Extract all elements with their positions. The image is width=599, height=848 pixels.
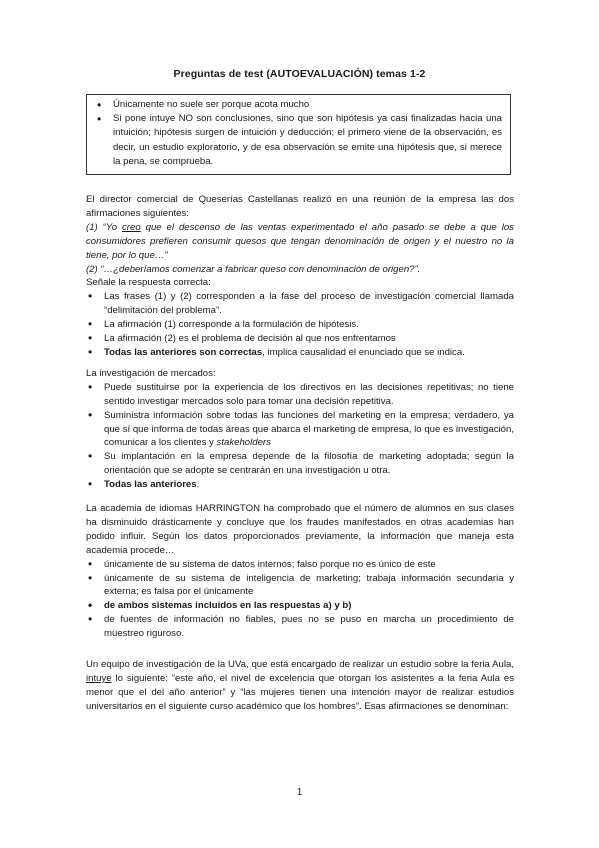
correct-answer-label: Todas las anteriores son correctas (104, 346, 263, 358)
question-1-statement-1 (86, 221, 514, 263)
statement-1-rest: que el descenso de las ventas experimentado el año pasado se debe a que los consumidores prefieren consumir quesos que tengan denominación de origen y el nuestro no la tiene, por lo que…” (86, 221, 514, 261)
answer-text: Suministra información sobre todas las funciones del marketing en la empresa; verdadero, ya que sí que informa de todas áreas que abarca el marketing de empresa, lo que es investigación, comunicar a los clientes y (104, 409, 514, 449)
answer-option-correct (86, 478, 514, 492)
answer-option-correct: • de ambos sistemas incluidos en las respuestas a) y b) (86, 599, 514, 613)
question-1-statement-2: (2) “…¿deberíamos comenzar a fabricar queso con denominación de origen?”. (86, 263, 421, 275)
underlined-creo: creo (122, 221, 141, 233)
answer-option: • únicamente de su sistema de datos internos; falso porque no es único de este (86, 558, 514, 572)
answer-option: • Las frases (1) y (2) corresponden a la fase del proceso de investigación comercial llamada “delimitación del problema”. (86, 290, 514, 318)
answer-option: • Puede sustituirse por la experiencia de los directivos en las decisiones repetitivas; no tiene sentido investigar mercados solo para tomar una decisión repetitiva. (86, 381, 514, 409)
page-title: Preguntas de test (AUTOEVALUACIÓN) temas 1-2 (173, 68, 426, 80)
correct-answer-label: Todas las anteriores (104, 479, 197, 491)
statement-1-start: (1) “Yo (86, 221, 122, 233)
question-4-start: Un equipo de investigación de la UVa, que está encargado de realizar un estudio sobre la feria Aula, (86, 659, 514, 671)
notes-list (95, 98, 502, 169)
answer-option-correct (86, 346, 514, 360)
answer-option: • Su implantación en la empresa depende de la filosofía de marketing adoptada; según la orientación que se adopte se centrarán en una investigación u otra. (86, 450, 514, 478)
underlined-intuye: intuye (86, 673, 112, 684)
note-item: • Si pone intuye NO son conclusiones, sino que son hipótesis ya casi finalizadas hacia una intuición; hipótesis surgen de intuición y deducción; el primero viene de la observación, es decir, un estudio exploratorio, y de esa observación se emite una hipótesis que, si merece la pena, se comprueba. (95, 112, 502, 169)
page-number: 1 (296, 787, 303, 798)
question-3-intro: La academia de idiomas HARRINGTON ha comprobado que el número de alumnos en sus clases ha disminuido drásticamente y concluye que los fraudes manifestados en otras academias han podido influir. Según los datos proporcionados previamente, la información que maneja esta academia procede… (86, 503, 514, 556)
questions-body (86, 193, 514, 714)
answer-option: • de fuentes de información no fiables, pues no se puso en marcha un procedimiento de muestreo riguroso. (86, 613, 514, 641)
note-item: • Únicamente no suele ser porque acota mucho (95, 98, 502, 112)
question-1-intro: El director comercial de Queserías Castellanas realizó en una reunión de la empresa las dos afirmaciones siguientes: (86, 194, 514, 219)
correct-answer-note: , implica causalidad el enunciado que se indica. (262, 346, 465, 358)
correct-answer-note: . (196, 479, 200, 491)
question-3-options (86, 558, 514, 641)
answer-option: • La afirmación (1) corresponde a la formulación de hipótesis. (86, 318, 514, 332)
question-4-rest: lo siguiente: “este año, el nivel de excelencia que otorgan los asistentes a la feria Aula es menor que el del año anterior” y “las mujeres tienen una intención mayor de realizar estudios universitarios en el siguiente curso académico que los hombres”. Esas afirmaciones se denominan: (86, 673, 514, 712)
question-4-intro (86, 658, 514, 714)
question-2-intro: La investigación de mercados: (86, 367, 216, 379)
answer-option (86, 409, 514, 451)
notes-box (86, 94, 511, 175)
question-2-options (86, 381, 514, 492)
answer-italic-text: stakeholders (216, 437, 271, 449)
answer-option: • La afirmación (2) es el problema de decisión al que nos enfrentamos (86, 332, 514, 346)
question-1-prompt: Señale la respuesta correcta: (86, 277, 211, 289)
question-1-options (86, 290, 514, 360)
answer-option: • únicamente de su sistema de inteligencia de marketing; trabaja información secundaria y externa; es falsa por el únicamente (86, 572, 514, 600)
